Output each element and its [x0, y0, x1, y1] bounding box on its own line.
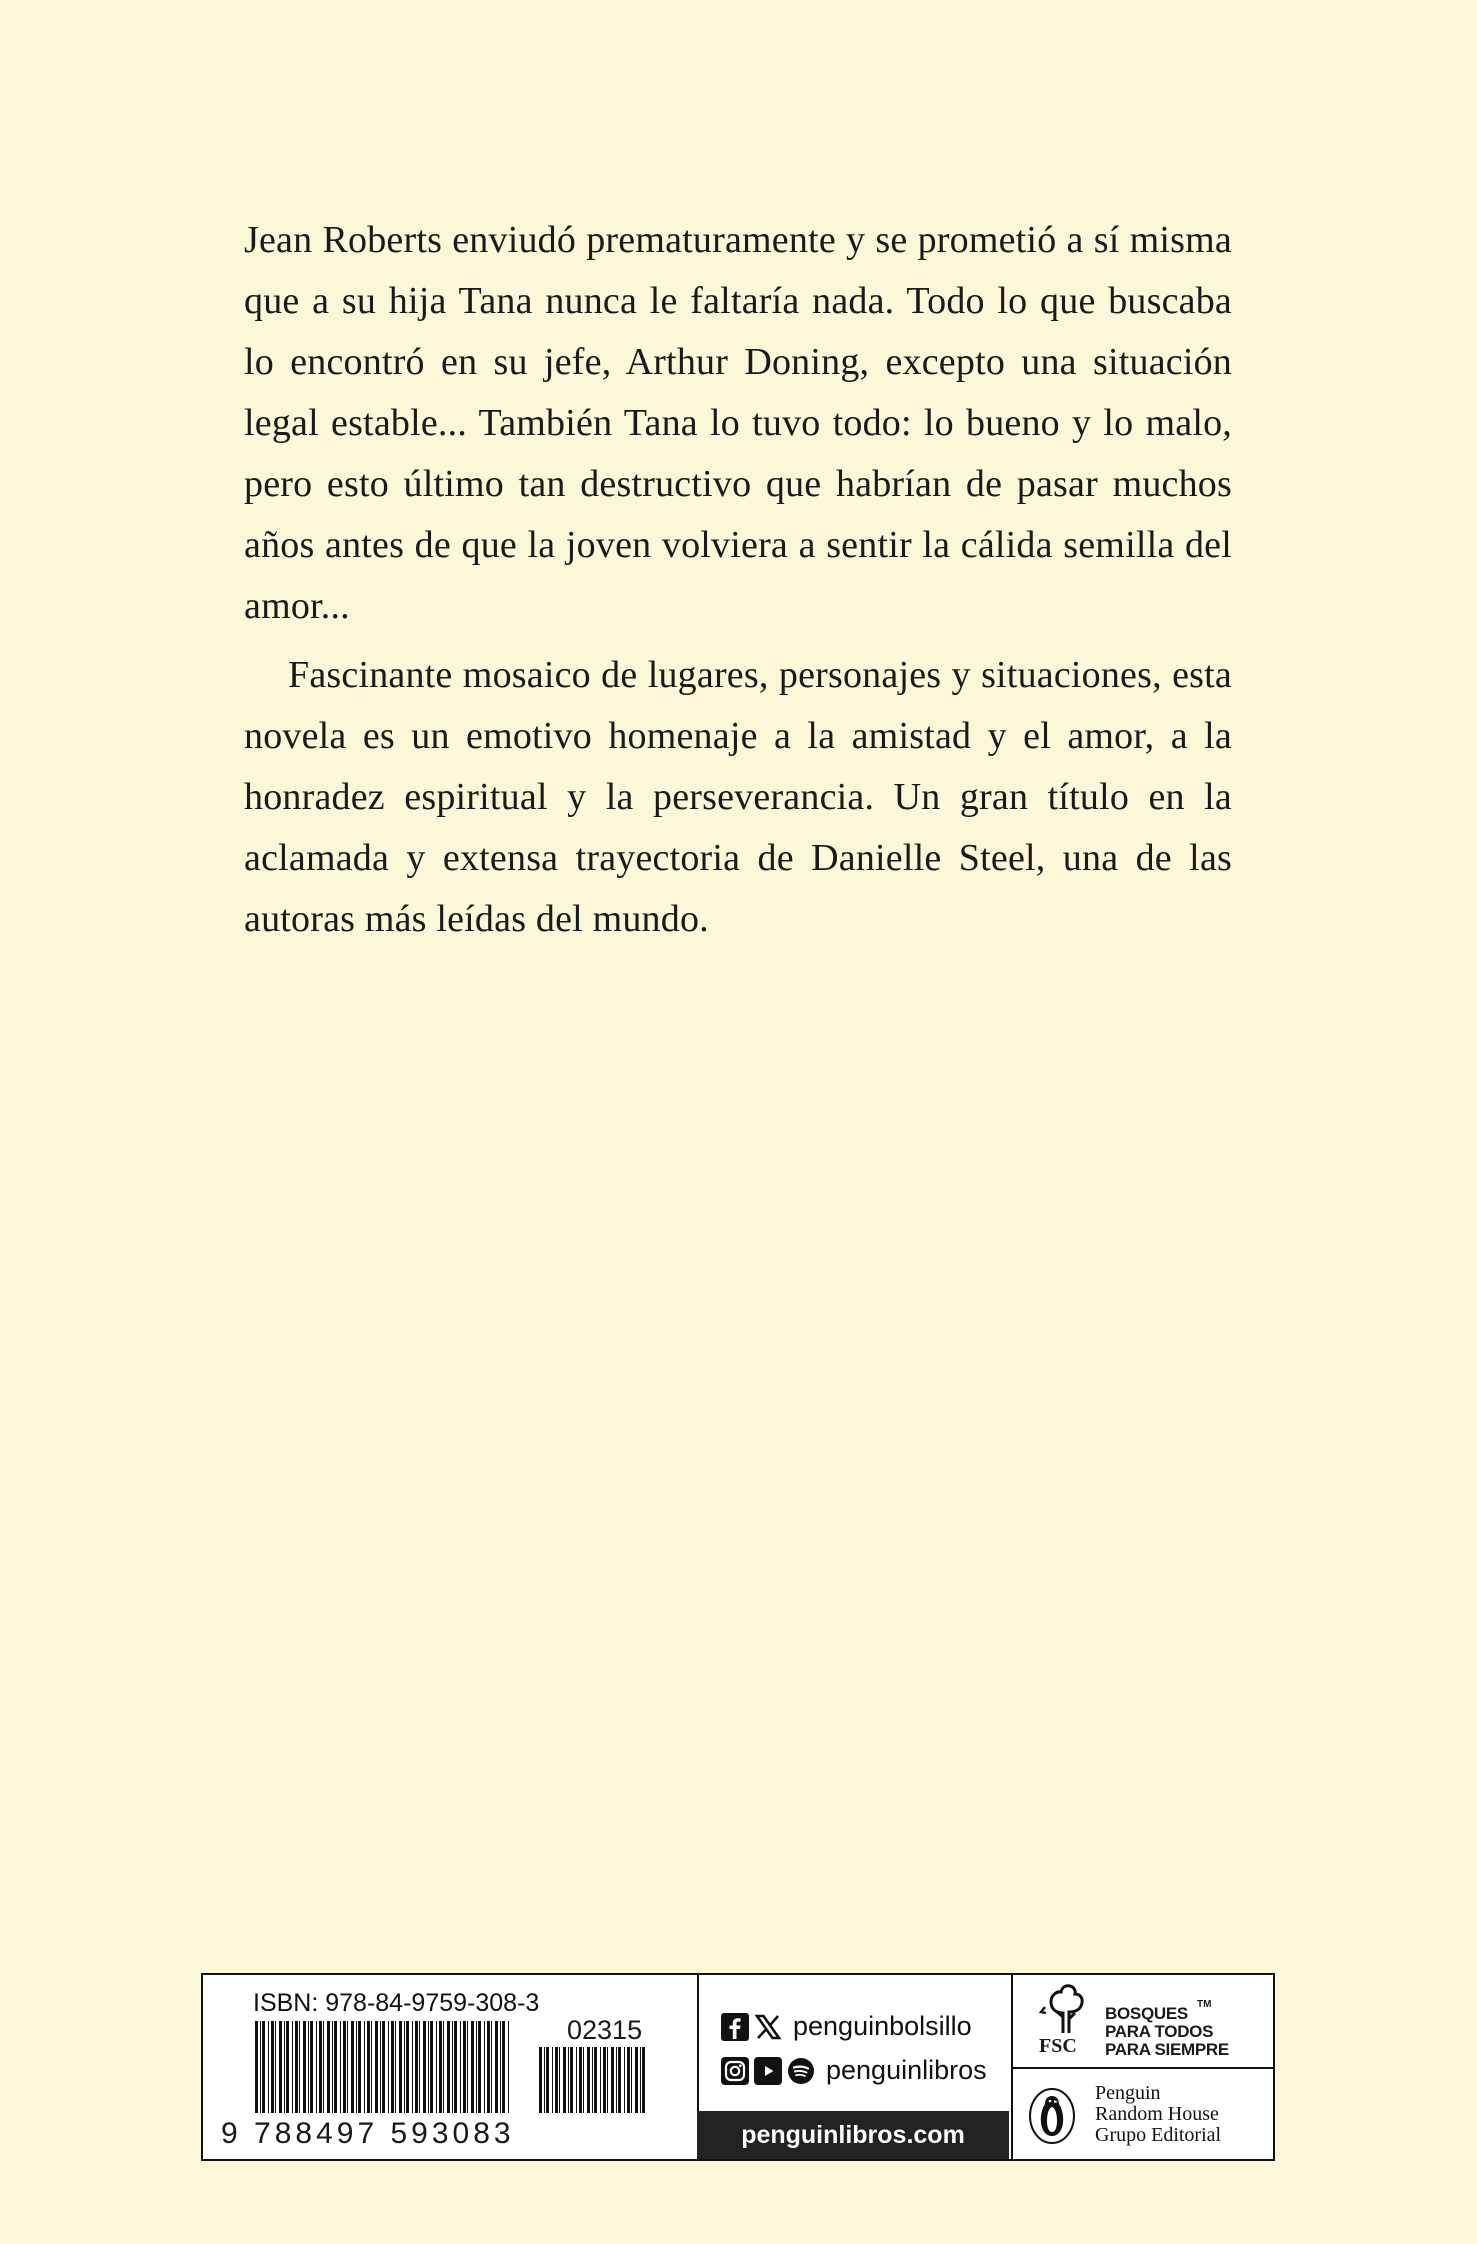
- barcode-bar: [286, 2021, 289, 2113]
- barcode-bar: [502, 2021, 505, 2113]
- blurb-paragraph-1: Jean Roberts enviudó prematuramente y se prometió a sí misma que a su hija Tana nunca le faltaría nada. Todo lo que buscaba lo encontró en su jefe, Arthur Doning, excepto una situación legal estable... También Tana lo tuvo todo: lo bueno y lo malo, pero esto último tan destructivo que habrían de pasar muchos años antes de que la joven volviera a sentir la cálida semilla del amor...: [244, 219, 1232, 627]
- barcode-bar: [255, 2021, 258, 2113]
- barcode-addon-number: 02315: [567, 2015, 643, 2045]
- facebook-icon[interactable]: [721, 2013, 749, 2041]
- barcode-bar: [563, 2047, 566, 2113]
- barcode-bar: [627, 2047, 630, 2113]
- barcode-bar: [467, 2021, 468, 2113]
- barcode-bar: [600, 2047, 601, 2113]
- barcode-bar: [382, 2021, 385, 2113]
- barcode-bar: [555, 2047, 558, 2113]
- barcode-bar: [279, 2021, 282, 2113]
- barcode-bar: [428, 2021, 429, 2113]
- barcode-bar: [640, 2047, 641, 2113]
- barcode-bar: [611, 2047, 614, 2113]
- barcode-bar: [463, 2021, 466, 2113]
- fsc-line-3: PARA SIEMPRE: [1105, 2040, 1229, 2059]
- barcode-bar: [500, 2021, 501, 2113]
- barcode-bar: [508, 2021, 509, 2113]
- barcode-bar: [412, 2021, 413, 2113]
- barcode-bar: [380, 2021, 381, 2113]
- barcode-bar: [356, 2021, 357, 2113]
- barcode-bar: [624, 2047, 625, 2113]
- barcode-bar: [443, 2021, 444, 2113]
- website-link[interactable]: penguinlibros.com: [697, 2111, 1009, 2159]
- social-handle-2: penguinlibros: [826, 2055, 987, 2085]
- x-icon[interactable]: [754, 2013, 782, 2041]
- spotify-icon[interactable]: [787, 2057, 815, 2085]
- barcode-bar: [495, 2021, 498, 2113]
- barcode-bar: [415, 2021, 418, 2113]
- instagram-icon[interactable]: [721, 2057, 749, 2085]
- barcode-bar: [271, 2021, 274, 2113]
- publisher-line-2: Random House: [1095, 2103, 1219, 2125]
- barcode-bar: [642, 2047, 645, 2113]
- barcode-bar: [388, 2021, 389, 2113]
- barcode-bar: [303, 2021, 306, 2113]
- barcode-bar: [375, 2021, 378, 2113]
- barcode-bar: [316, 2021, 317, 2113]
- barcode-bar: [260, 2021, 261, 2113]
- barcode-bar: [559, 2047, 560, 2113]
- back-cover-blurb: [244, 210, 1232, 950]
- barcode-bar: [546, 2047, 549, 2113]
- youtube-icon[interactable]: [754, 2057, 782, 2085]
- publisher-name: [1095, 2083, 1221, 2146]
- barcode-bar: [319, 2021, 322, 2113]
- barcode-bar: [635, 2047, 638, 2113]
- barcode-bar: [391, 2021, 394, 2113]
- barcode-bar: [618, 2047, 621, 2113]
- barcode-bar: [478, 2021, 481, 2113]
- barcode-bar: [334, 2021, 337, 2113]
- barcode-bar: [308, 2021, 309, 2113]
- fsc-line-1: BOSQUES: [1105, 2004, 1188, 2023]
- barcode-bar: [395, 2021, 396, 2113]
- social-row-1: [721, 2011, 972, 2042]
- fsc-tm: TM: [1197, 1999, 1212, 2010]
- barcode-bar: [552, 2047, 553, 2113]
- barcode-bar: [476, 2021, 477, 2113]
- ean-barcode: [255, 2021, 515, 2113]
- barcode-bar: [491, 2021, 492, 2113]
- blurb-paragraph-2: Fascinante mosaico de lugares, personajes y situaciones, esta novela es un emotivo homenaje a la amistad y el amor, a la honradez espiritual y la perseverancia. Un gran título en la aclamada y extensa trayectoria de Danielle Steel, una de las autoras más leídas del mundo.: [244, 654, 1232, 940]
- fsc-label: FSC: [1039, 2035, 1077, 2057]
- cover-footer: [201, 1973, 1275, 2161]
- barcode-bar: [454, 2021, 457, 2113]
- barcode-bar: [332, 2021, 333, 2113]
- barcode-bar: [587, 2047, 590, 2113]
- barcode-bar: [583, 2047, 584, 2113]
- fsc-badge: [1011, 1975, 1273, 2069]
- penguin-icon: [1027, 2087, 1077, 2145]
- barcode-bar: [399, 2021, 402, 2113]
- publisher-line-1: Penguin: [1095, 2082, 1161, 2104]
- barcode-bar: [616, 2047, 617, 2113]
- barcode-bar: [284, 2021, 285, 2113]
- barcode-bar: [327, 2021, 330, 2113]
- barcode-bar: [430, 2021, 433, 2113]
- publisher-logo: [1011, 2067, 1273, 2159]
- barcode-bar: [351, 2021, 354, 2113]
- logos-box: [1011, 1975, 1273, 2159]
- barcode-bar: [275, 2021, 276, 2113]
- barcode-bar: [323, 2021, 324, 2113]
- barcode-bar: [539, 2047, 542, 2113]
- barcode-bar: [544, 2047, 545, 2113]
- barcode-bar: [592, 2047, 593, 2113]
- barcode-bar: [299, 2021, 300, 2113]
- barcode-bar: [406, 2021, 409, 2113]
- barcode-bar: [310, 2021, 313, 2113]
- barcode-bar: [268, 2021, 269, 2113]
- barcode-bar: [447, 2021, 450, 2113]
- barcode-bar: [262, 2021, 265, 2113]
- social-handle-1: penguinbolsillo: [793, 2011, 972, 2041]
- addon-barcode: [539, 2047, 649, 2113]
- barcode-bar: [404, 2021, 405, 2113]
- barcode-bar: [568, 2047, 569, 2113]
- social-row-2: [721, 2055, 987, 2086]
- ean-digits: 9 788497 593083: [221, 2117, 515, 2150]
- barcode-bar: [292, 2021, 293, 2113]
- barcode-bar: [460, 2021, 461, 2113]
- barcode-bar: [364, 2021, 365, 2113]
- barcode-bar: [295, 2021, 298, 2113]
- barcode-bar: [423, 2021, 426, 2113]
- barcode-bar: [487, 2021, 490, 2113]
- isbn-label: ISBN: 978-84-9759-308-3: [253, 1989, 540, 2017]
- barcode-bar: [439, 2021, 442, 2113]
- barcode-bar: [484, 2021, 485, 2113]
- isbn-barcode-box: [203, 1975, 699, 2159]
- social-box: [697, 1975, 1013, 2159]
- barcode-bar: [371, 2021, 372, 2113]
- barcode-bar: [419, 2021, 420, 2113]
- fsc-slogan: [1105, 2005, 1229, 2059]
- barcode-bar: [471, 2021, 474, 2113]
- barcode-bar: [594, 2047, 597, 2113]
- barcode-bar: [579, 2047, 582, 2113]
- barcode-bar: [358, 2021, 361, 2113]
- barcode-bar: [631, 2047, 632, 2113]
- barcode-bar: [452, 2021, 453, 2113]
- fsc-tree-icon: [1039, 1983, 1093, 2035]
- barcode-bar: [367, 2021, 370, 2113]
- barcode-bar: [436, 2021, 437, 2113]
- publisher-line-3: Grupo Editorial: [1095, 2124, 1222, 2146]
- fsc-line-2: PARA TODOS: [1105, 2022, 1214, 2041]
- barcode-bar: [343, 2021, 346, 2113]
- barcode-bar: [347, 2021, 348, 2113]
- barcode-bar: [607, 2047, 608, 2113]
- barcode-bar: [603, 2047, 606, 2113]
- barcode-bar: [576, 2047, 577, 2113]
- barcode-bar: [570, 2047, 573, 2113]
- barcode-bar: [340, 2021, 341, 2113]
